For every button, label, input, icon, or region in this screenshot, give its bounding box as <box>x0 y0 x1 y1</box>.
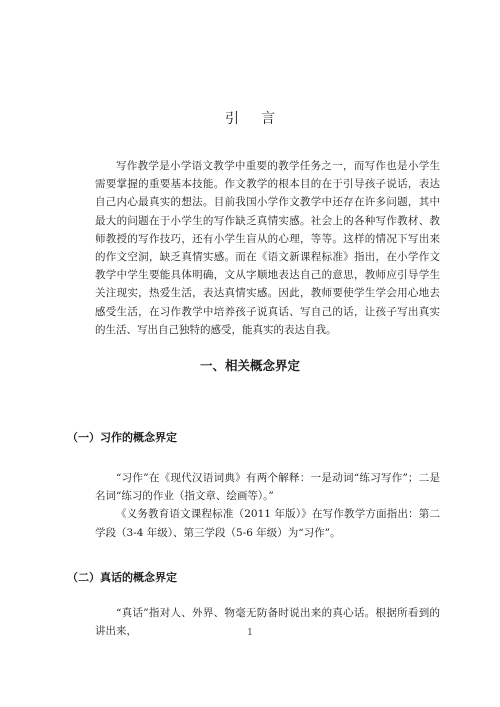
intro-paragraph: 写作教学是小学语文教学中重要的教学任务之一，而写作也是小学生需要掌握的重要基本技能。作文教学的根本目的在于引导孩子说话，表达自己内心最真实的想法。目前我国小学作文教学中还存在许多问题，其中最大的问题在于小学生的写作缺乏真情实感。社会上的各种写作教材、教师教授的写作技巧，还有小学生盲从的心理，等等。这样的情况下写出来的作文空洞，缺乏真情实感。而在《语文新课程标准》指出，在小学作文教学中学生要能具体明确，文从字顺地表达自己的意思，教师应引导学生关注现实，热爱生活，表达真情实感。因此，教师要使学生学会用心地去感受生活，在习作教学中培养孩子说真话、写自己的话，让孩子写出真实的生活、写出自己独特的感受，能真实的表达自我。 <box>95 160 440 336</box>
paragraph: “习作”在《现代汉语词典》有两个解释：一是动词“练习写作”；二是名词“练习的作业（指文章、绘画等）。” <box>95 472 440 503</box>
section-heading: 一、相关概念界定 <box>199 358 300 373</box>
subsection-1-body <box>95 469 440 542</box>
subsection-heading-2: （二）真话的概念界定 <box>67 571 177 584</box>
paragraph: “真话”指对人、外界、物毫无防备时说出来的真心话。根据所看到的讲出来， <box>95 607 440 638</box>
intro-section <box>95 157 440 339</box>
subsection-heading-1: （一）习作的概念界定 <box>67 431 177 444</box>
paragraph: 《义务教育语文课程标准（2011 年版）》在写作教学方面指出：第二学段（3-4 年级）、第三学段（5-6 年级）为“习作”。 <box>95 508 440 539</box>
page-title: 引言 <box>225 111 297 127</box>
page-number: 1 <box>247 628 253 638</box>
